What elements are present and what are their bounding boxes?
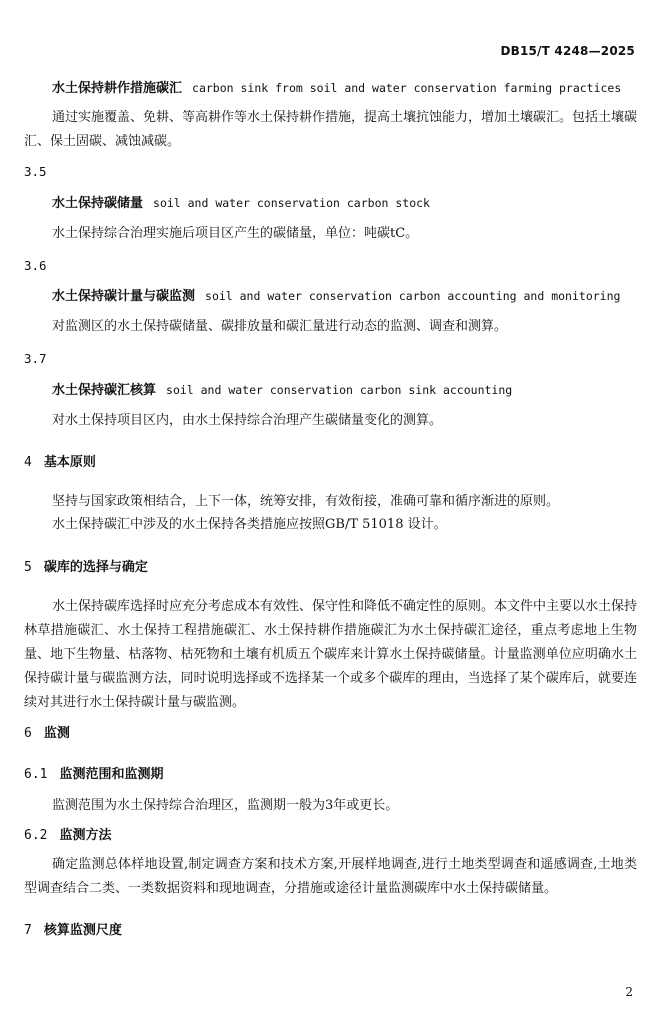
term-cn: 水土保持碳汇核算 [52,383,157,398]
clause-number: 3.5 [24,164,47,179]
term-cn: 水土保持碳计量与碳监测 [52,289,196,304]
term-en: soil and water conservation carbon stock [153,196,430,210]
section-title: 基本原则 [43,455,96,470]
paragraph: 监测范围为水土保持综合治理区，监测期一般为3年或更长。 [52,798,399,813]
paragraph: 确定监测总体样地设置,制定调查方案和技术方案,开展样地调查,进行土地类型调查和遥感调查,土地类型调查结合二类、一类数据资料和现地调查，分措施或途径计量监测碳库中水土保持碳储量。 [24,857,637,896]
term-practices [52,80,621,97]
section-number: 6.2 [24,828,48,843]
section-title: 碳库的选择与确定 [43,560,148,575]
term-cn: 水土保持碳储量 [52,196,144,211]
document-code: DB15/T 4248—2025 [500,44,635,58]
term-sink-accounting-definition: 对水土保持项目区内，由水土保持综合治理产生碳储量变化的测算。 [52,413,443,428]
clause-number: 3.6 [24,258,47,273]
subsection-heading [24,828,112,844]
section-title: 监测 [43,726,70,741]
section-title: 监测方法 [59,828,112,843]
subsection-heading [24,767,164,783]
term-en: soil and water conservation carbon sink accounting [166,383,513,397]
section-heading [24,923,122,939]
term-accounting-monitoring-definition: 对监测区的水土保持碳储量、碳排放量和碳汇量进行动态的监测、调查和测算。 [52,319,508,334]
section-number: 6 [24,726,32,741]
section-heading [24,560,148,576]
clause-number: 3.7 [24,351,47,366]
section-number: 4 [24,455,32,470]
section-title: 核算监测尺度 [43,923,122,938]
section-heading [24,455,96,471]
section-heading [24,726,70,742]
paragraph: 水土保持碳汇中涉及的水土保持各类措施应按照GB/T 51018 设计。 [52,517,447,532]
section-number: 7 [24,923,32,938]
term-carbon-stock-definition: 水土保持综合治理实施后项目区产生的碳储量，单位：吨碳tC。 [52,226,419,241]
term-sink-accounting [52,382,512,399]
term-practices-definition: 通过实施覆盖、免耕、等高耕作等水土保持耕作措施，提高土壤抗蚀能力，增加土壤碳汇。包括土壤碳汇、保土固碳、减蚀减碳。 [24,110,638,149]
term-en: carbon sink from soil and water conservation farming practices [192,81,622,95]
term-carbon-stock [52,195,430,212]
paragraph: 坚持与国家政策相结合，上下一体，统筹安排，有效衔接，准确可靠和循序渐进的原则。 [52,494,560,509]
paragraph: 水土保持碳库选择时应充分考虑成本有效性、保守性和降低不确定性的原则。本文件中主要以水土保持林草措施碳汇、水土保持工程措施碳汇、水土保持耕作措施碳汇为水土保持碳汇途径，重点考虑地上生物量、地下生物量、枯落物、枯死物和土壤有机质五个碳库来计算水土保持碳储量。计量监测单位应明确水土保持碳计量与碳监测方法，同时说明选择或不选择某一个或多个碳库的理由，当选择了某个碳库后，就要连续对其进行水土保持碳计量与碳监测。 [24,599,638,710]
term-accounting-monitoring [52,288,620,305]
section-number: 5 [24,560,32,575]
term-en: soil and water conservation carbon accounting and monitoring [205,289,621,303]
section-title: 监测范围和监测期 [59,767,164,782]
term-cn: 水土保持耕作措施碳汇 [52,81,183,96]
section-number: 6.1 [24,767,48,782]
page-number: 2 [625,985,633,999]
